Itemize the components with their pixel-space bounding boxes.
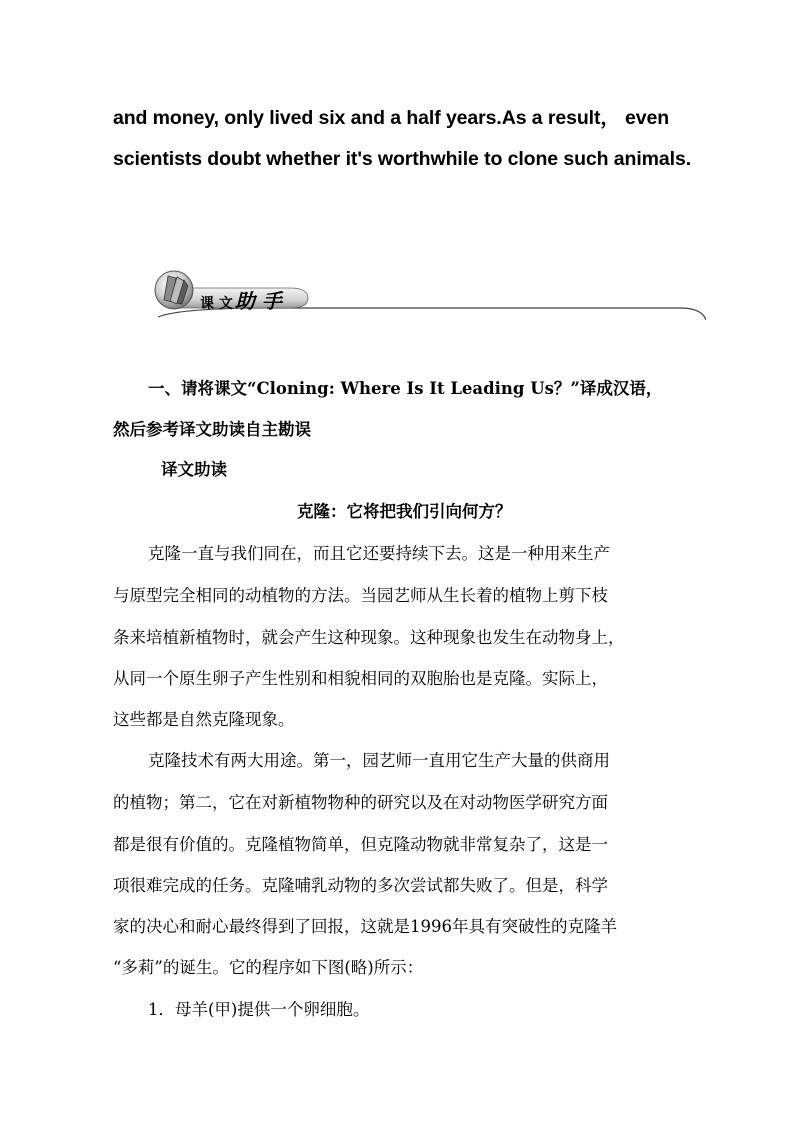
paragraph-line: “多莉”的诞生。它的程序如下图(略)所示： [113,958,424,977]
book-pages-icon [150,268,198,312]
translation-title: 克隆：它将把我们引向何方？ [297,502,512,521]
paragraph-line: 这些都是自然克隆现象。 [113,710,295,729]
paragraph-line: 与原型完全相同的动植物的方法。当园艺师从生长着的植物上剪下枝 [113,586,608,605]
section-heading-line-2: 然后参考译文助读自主勘误 [113,420,311,439]
subheading: 译文助读 [161,460,227,479]
paragraph-line: 的植物；第二，它在对新植物物种的研究以及在对动物医学研究方面 [113,793,608,812]
paragraph-line: 条来培植新植物时，就会产生这种现象。这种现象也发生在动物身上， [113,628,625,647]
paragraph-line: 家的决心和耐心最终得到了回报，这就是1996年具有突破性的克隆羊 [113,917,617,936]
english-text-line-2: scientists doubt whether it's worthwhile to clone such animals. [113,148,692,170]
paragraph-line: 都是很有价值的。克隆植物简单，但克隆动物就非常复杂了，这是一 [113,835,608,854]
banner-label-small: 课 文 [200,296,233,312]
paragraph-line: 项很难完成的任务。克隆哺乳动物的多次尝试都失败了。但是，科学 [113,876,608,895]
numbered-step: 1．母羊(甲)提供一个卵细胞。 [148,1000,370,1019]
english-text-line-1: and money, only lived six and a half years.As a result， even [113,107,670,129]
banner-label-big: 助 手 [234,289,282,313]
section-heading-line-1: 一、请将课文“Cloning: Where Is It Leading Us？”译成汉语， [148,379,663,398]
banner-label [200,285,282,314]
paragraph-line: 克隆技术有两大用途。第一，园艺师一直用它生产大量的供商用 [148,751,610,770]
section-banner [150,268,706,328]
paragraph-line: 从同一个原生卵子产生性别和相貌相同的双胞胎也是克隆。实际上， [113,669,608,688]
paragraph-line: 克隆一直与我们同在，而且它还要持续下去。这是一种用来生产 [148,544,610,563]
